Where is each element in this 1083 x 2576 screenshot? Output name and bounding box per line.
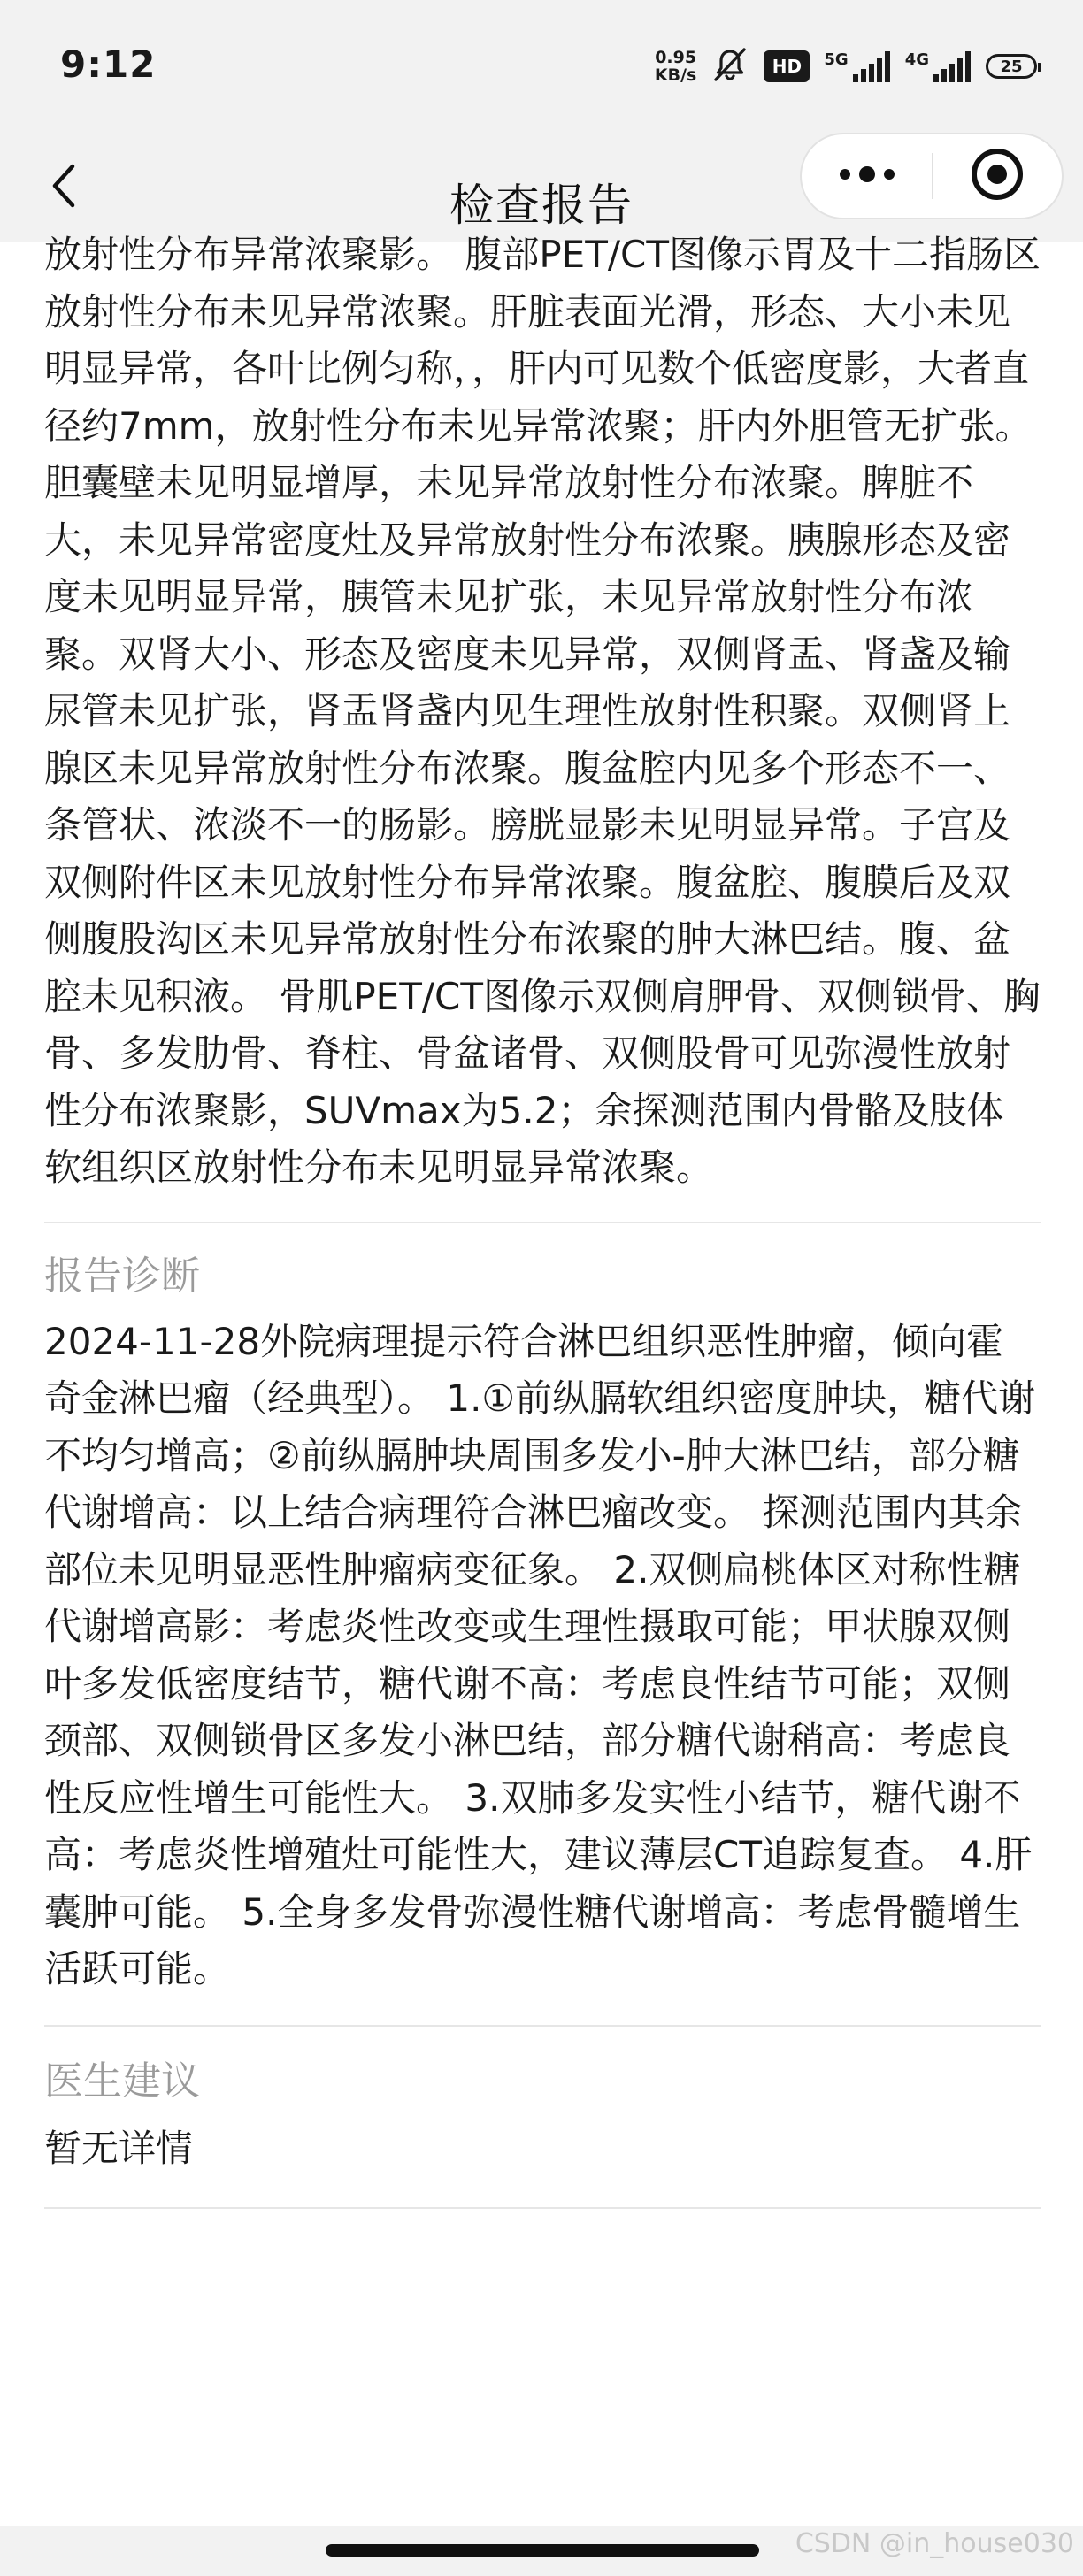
more-button[interactable] [802,134,932,218]
page-title: 检查报告 [449,180,634,231]
mute-bell-icon [710,45,749,88]
status-bar [0,0,1083,133]
signal-5g-icon [824,50,890,82]
network-speed-unit: KB/s [654,65,697,85]
report-content [44,233,1041,2209]
home-indicator[interactable] [326,2544,759,2557]
section-divider [44,2207,1041,2209]
diagnosis-text: 2024-11-28外院病理提示符合淋巴组织恶性肿瘤，倾向霍奇金淋巴瘤（经典型）。 1.①前纵膈软组织密度肿块，糖代谢不均匀增高；②前纵膈肿块周围多发小-肿大淋巴结，部分糖代谢增高：以上结合病理符合淋巴瘤改变。 探测范围内其余部位未见明显恶性肿瘤病变征象。 2.双侧扁桃体区对称性糖代谢增高影：考虑炎性改变或生理性摄取可能；甲状腺双侧叶多发低密度结节，糖代谢不高：考虑良性结节可能；双侧颈部、双侧锁骨区多发小淋巴结，部分糖代谢稍高：考虑良性反应性增生可能性大。 3.双肺多发实性小结节，糖代谢不高：考虑炎性增殖灶可能性大，建议薄层CT追踪复查。 4.肝囊肿可能。 5.全身多发骨弥漫性糖代谢增高：考虑骨髓增生活跃可能。 [44,1319,1036,1990]
network-speed [655,49,696,84]
signal-4g-icon [905,50,972,82]
signal-5g-label: 5G [824,50,849,69]
mini-program-capsule [800,133,1064,219]
network-speed-value: 0.95 [655,48,697,67]
battery-icon [986,54,1037,79]
target-close-icon [969,146,1025,206]
more-dots-icon [836,165,898,187]
status-time: 9:12 [60,42,157,86]
hd-call-icon [764,50,810,82]
close-miniprogram-button[interactable] [933,134,1062,218]
findings-text: 放射性分布异常浓聚影。 腹部PET/CT图像示胃及十二指肠区放射性分布未见异常浓聚。肝脏表面光滑，形态、大小未见明显异常，各叶比例匀称，，肝内可见数个低密度影，大者直径约7mm，放射性分布未见异常浓聚；肝内外胆管无扩张。胆囊壁未见明显增厚，未见异常放射性分布浓聚。脾脏不大，未见异常密度灶及异常放射性分布浓聚。胰腺形态及密度未见明显异常，胰管未见扩张，未见异常放射性分布浓聚。双肾大小、形态及密度未见异常，双侧肾盂、肾盏及输尿管未见扩张，肾盂肾盏内见生理性放射性积聚。双侧肾上腺区未见异常放射性分布浓聚。腹盆腔内见多个形态不一、条管状、浓淡不一的肠影。膀胱显影未见明显异常。子宫及双侧附件区未见放射性分布异常浓聚。腹盆腔、腹膜后及双侧腹股沟区未见异常放射性分布浓聚的肿大淋巴结。腹、盆腔未见积液。 骨肌PET/CT图像示双侧肩胛骨、双侧锁骨、胸骨、多发肋骨、脊柱、骨盆诸骨、双侧股骨可见弥漫性放射性分布浓聚影，SUVmax为5.2；余探测范围内骨骼及肢体软组织区放射性分布未见明显异常浓聚。 [44,233,1041,1189]
watermark: CSDN @in_house030 [795,2528,1074,2559]
signal-4g-label: 4G [904,50,929,69]
advice-text: 暂无详情 [44,2126,194,2170]
hd-label: HD [772,56,803,77]
battery-level: 25 [1000,57,1023,76]
status-indicators [655,44,1037,88]
advice-title: 医生建议 [44,2058,200,2104]
diagnosis-title: 报告诊断 [44,1253,200,1299]
